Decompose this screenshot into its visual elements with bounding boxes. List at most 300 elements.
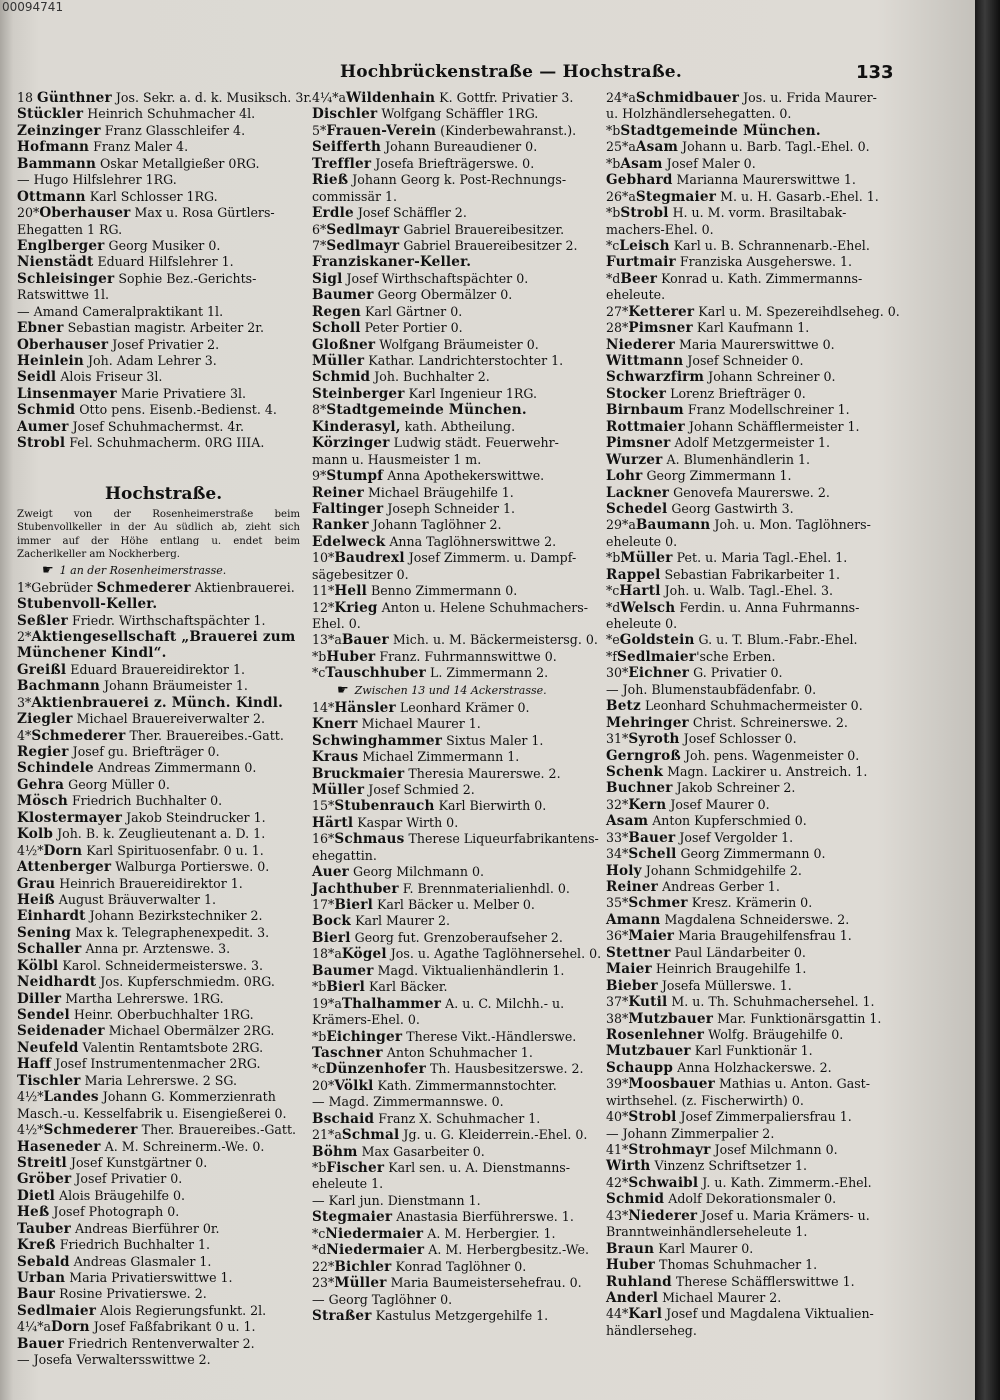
directory-entry (312, 665, 602, 681)
entry-prefix: — Georg Taglöhner 0. (312, 1291, 453, 1307)
directory-entry (606, 1274, 906, 1290)
directory-entry (312, 1127, 602, 1143)
directory-entry (17, 777, 300, 793)
entry-detail: Franz Glasschleifer 4. (100, 122, 246, 138)
directory-entry (312, 1012, 602, 1028)
entry-name: Amann (606, 911, 661, 928)
directory-entry (606, 1126, 906, 1142)
entry-name: Neidhardt (17, 974, 97, 991)
entry-name: Kolb (17, 826, 54, 843)
entry-detail: Josef und Magdalena Viktualien- (662, 1306, 874, 1322)
entry-prefix: *c (606, 583, 620, 599)
entry-name: Oberhauser (39, 205, 131, 222)
entry-name: Niederer (606, 336, 675, 353)
entry-detail: Karl Spirituosenfabr. 0 u. 1. (82, 842, 264, 858)
directory-entry (17, 304, 300, 320)
entry-name: Tischler (17, 1072, 81, 1089)
entry-detail: Michael Maurer 1. (357, 716, 481, 732)
entry-detail: Kathar. Landrichterstochter 1. (364, 353, 564, 368)
directory-entry (312, 353, 602, 369)
entry-detail: Josef Photograph 0. (49, 1204, 180, 1220)
entry-name: Seßler (17, 612, 68, 629)
entry-detail: Kastulus Metzgergehilfe 1. (371, 1307, 549, 1323)
entry-name: Attenberger (17, 859, 112, 876)
entry-detail: Johann Georg k. Post-Rechnungs- (348, 172, 567, 188)
entry-name: Bock (312, 913, 352, 930)
directory-entry (606, 369, 906, 385)
entry-prefix: 4½* (17, 1089, 44, 1105)
entry-detail: Michael Bräugehilfe 1. (364, 484, 514, 500)
entry-prefix: — Hugo Hilfslehrer 1RG. (17, 172, 177, 188)
directory-entry (606, 1290, 906, 1306)
entry-detail: Maria Braugehilfensfrau 1. (674, 928, 852, 944)
entry-detail: Karl Funktionär 1. (690, 1043, 813, 1059)
entry-name: Erdle (312, 205, 354, 222)
entry-name: Mutzbauer (606, 1043, 691, 1060)
entry-prefix: *b (606, 205, 621, 221)
directory-entry (17, 1237, 300, 1253)
entry-detail: Josef Privatier 2. (108, 336, 220, 352)
directory-entry (312, 271, 602, 287)
entry-prefix: 14* (312, 699, 335, 715)
directory-entry (606, 682, 906, 698)
directory-entry (312, 172, 602, 188)
entry-prefix: eheleute. (606, 287, 666, 303)
section-note: Zweigt von der Rosenheimerstraße beim Stubenvollkeller in der Au südlich ab, zieht sich immer auf der Höhe entlang u. endet beim Zacherlkeller am Nockherberg. (17, 508, 300, 561)
entry-name: Urban (17, 1270, 66, 1286)
directory-entry (606, 205, 906, 221)
entry-detail: (Kinderbewahranst.). (436, 122, 577, 138)
entry-prefix: 4* (17, 727, 32, 743)
directory-entry (312, 139, 602, 155)
entry-detail: Max k. Telegraphenexpedit. 3. (71, 924, 270, 940)
entry-prefix: Ehel. 0. (312, 616, 361, 631)
entry-name: Sedlmaier (616, 648, 697, 665)
entry-prefix: 3* (17, 694, 32, 710)
directory-entry (312, 386, 602, 402)
directory-entry (17, 1139, 300, 1155)
directory-entry (606, 1306, 906, 1322)
entry-detail: Jos. Kupferschmiedm. 0RG. (96, 974, 275, 990)
entry-name: Birnbaum (606, 402, 684, 419)
entry-name: Einhardt (17, 908, 86, 925)
entry-name: Tauschhuber (325, 665, 426, 682)
directory-entry (606, 189, 906, 205)
entry-name: Aumer (17, 418, 69, 435)
entry-name: Hartl (619, 583, 661, 600)
entry-detail: Johann Bräumeister 1. (100, 678, 248, 694)
entry-name: Ruhland (606, 1273, 672, 1290)
directory-entry (17, 1089, 300, 1105)
entry-name: Dischler (312, 106, 378, 123)
directory-entry (606, 1323, 906, 1339)
entry-detail: Georg Zimmermann 1. (642, 468, 792, 484)
entry-detail: Therese Schäfflerswittwe 1. (671, 1273, 855, 1289)
entry-detail: M. u. H. Gasarb.-Ehel. 1. (716, 188, 879, 204)
entry-name: Thalhammer (341, 995, 442, 1012)
directory-entry (17, 139, 300, 155)
entry-name: Maier (628, 928, 675, 945)
entry-name: Bierl (312, 929, 351, 946)
entry-detail: Kath. Zimmermannstochter. (373, 1077, 557, 1093)
entry-detail: Joh. B. k. Zeuglieutenant a. D. 1. (53, 826, 266, 842)
entry-detail: Peter Portier 0. (360, 320, 463, 336)
entry-detail: Johann Schmidgehilfe 2. (641, 862, 802, 878)
entry-detail: L. Zimmermann 2. (425, 665, 549, 681)
entry-detail: Gabriel Brauereibesitzer 2. (399, 237, 578, 253)
entry-prefix: 22* (312, 1258, 335, 1274)
directory-entry (606, 534, 906, 550)
directory-entry (17, 1023, 300, 1039)
entry-name: Aktienbrauerei z. Münch. Kindl. (31, 694, 284, 711)
entry-name: Maier (606, 961, 652, 978)
entry-prefix: 4¼*a (17, 1319, 52, 1335)
entry-name: Mehringer (606, 714, 689, 731)
entry-detail: Sebastian Fabrikarbeiter 1. (660, 566, 841, 582)
entry-name: Edelweck (312, 533, 386, 550)
directory-entry (312, 238, 602, 254)
entry-detail: Josef Zimmerm. u. Dampf- (404, 550, 577, 566)
entry-name: Frauen-Verein (326, 122, 437, 139)
directory-entry (606, 780, 906, 796)
entry-name: Kraus (312, 749, 359, 766)
directory-entry (606, 715, 906, 731)
entry-detail: Sixtus Maler 1. (442, 732, 544, 748)
directory-entry (312, 996, 602, 1012)
entry-detail: Martha Lehrerswe. 1RG. (61, 990, 224, 1006)
directory-entry (606, 238, 906, 254)
directory-entry (312, 1144, 602, 1160)
entry-name: Körzinger (312, 435, 390, 452)
entry-name: Dietl (17, 1187, 56, 1204)
entry-name: Gloßner (312, 336, 376, 353)
entry-detail: Leonhard Schuhmachermeister 0. (640, 698, 863, 714)
entry-detail: Josef Instrumentenmacher 2RG. (51, 1056, 261, 1072)
entry-prefix: 39* (606, 1076, 629, 1092)
entry-name: Faltinger (312, 500, 384, 517)
entry-prefix: *b (606, 122, 621, 138)
directory-entry (312, 1226, 602, 1242)
directory-entry (312, 435, 602, 451)
entry-name: Scholl (312, 320, 361, 337)
entry-detail: Ferdin. u. Anna Fuhrmanns- (675, 599, 860, 615)
entry-name: Wittmann (606, 353, 684, 369)
entry-name: Sedlmayr (326, 237, 400, 254)
entry-detail: Wolfgang Schäffler 1RG. (377, 106, 539, 122)
entry-name: Stadtgemeinde München. (620, 122, 821, 139)
directory-entry (312, 1094, 602, 1110)
entry-name: Baumer (312, 287, 374, 304)
directory-entry (17, 1171, 300, 1187)
entry-detail: Karl Schlosser 1RG. (85, 188, 218, 204)
entry-detail: Theresia Maurerswe. 2. (404, 765, 561, 781)
directory-entry (17, 386, 300, 402)
entry-name: Seidenader (17, 1023, 105, 1040)
directory-entry (606, 1241, 906, 1257)
directory-entry (17, 238, 300, 254)
directory-entry (17, 1286, 300, 1302)
entry-name: Schmaus (334, 831, 405, 848)
directory-entry (312, 517, 602, 533)
directory-entry (606, 846, 906, 862)
entry-name: Niedermaier (326, 1242, 425, 1259)
entry-name: Schaller (17, 941, 82, 958)
directory-entry (312, 485, 602, 501)
entry-detail: Marie Privatiere 3l. (116, 385, 247, 401)
entry-detail: Karl u. M. Spezereihdlseheg. 0. (694, 303, 900, 319)
entry-name: Seifferth (312, 139, 382, 156)
directory-entry (606, 961, 906, 977)
entry-prefix: 4¼*a (312, 90, 347, 105)
entry-name: Schmal (341, 1127, 400, 1144)
entry-name: Huber (606, 1257, 656, 1274)
entry-detail: Anton Kupferschmied 0. (648, 813, 807, 829)
col2-entries-b (312, 700, 602, 1325)
directory-entry (17, 123, 300, 139)
entry-name: Schmid (17, 402, 76, 419)
directory-entry (606, 1191, 906, 1207)
entry-name: Bachmann (17, 678, 101, 695)
entry-name: Klostermayer (17, 809, 123, 826)
entry-name: Syroth (628, 731, 680, 748)
entry-name: Mösch (17, 793, 68, 810)
entry-detail: Karl Bäcker. (365, 979, 448, 995)
directory-entry (606, 698, 906, 714)
entry-detail: Maria Baumeistersehefrau. 0. (386, 1275, 582, 1291)
entry-detail: Konrad Taglöhner 0. (391, 1258, 527, 1274)
entry-detail: Johann G. Kommerzienrath (98, 1089, 276, 1105)
entry-name: Sigl (312, 270, 343, 287)
entry-detail: Georg Zimmermann 0. (676, 846, 826, 862)
directory-entry (312, 733, 602, 749)
directory-entry (606, 748, 906, 764)
entry-detail: Josef Wirthschaftspächter 0. (342, 270, 529, 286)
directory-entry (312, 766, 602, 782)
entry-detail: Kaspar Wirth 0. (353, 814, 459, 830)
entry-name: Gehra (17, 776, 65, 793)
entry-detail: Mar. Funktionärsgattin 1. (713, 1010, 882, 1026)
entry-detail: A. M. Schreinerm.-We. 0. (100, 1138, 265, 1154)
directory-entry (17, 645, 300, 661)
entry-name: Müller (620, 550, 673, 567)
running-title: Hochbrückenstraße — Hochstraße. (340, 62, 682, 82)
entry-name: Regen (312, 303, 361, 320)
entry-name: Asam (606, 813, 649, 830)
entry-prefix: 13*a (312, 632, 342, 648)
entry-detail: Josef Schneider 0. (683, 353, 804, 368)
entry-detail: Wolfgang Bräumeister 0. (375, 336, 539, 352)
entry-detail: Heinrich Schuhmacher 4l. (83, 106, 256, 122)
entry-name: Kölbl (17, 957, 59, 974)
directory-entry (312, 205, 602, 221)
entry-prefix: mann u. Hausmeister 1 m. (312, 451, 482, 467)
directory-entry (606, 863, 906, 879)
entry-name: Schmederer (43, 1122, 138, 1139)
entry-name: Gerngroß (606, 747, 681, 764)
directory-entry (606, 485, 906, 501)
entry-detail: Karl Maurer 0. (654, 1240, 754, 1256)
directory-entry (312, 1176, 602, 1192)
directory-entry (17, 1106, 300, 1122)
entry-detail: Georg fut. Grenzoberaufseher 2. (350, 929, 563, 945)
entry-name: Münchener Kindl“. (17, 645, 167, 662)
entry-name: Gröber (17, 1171, 72, 1188)
entry-name: Müller (334, 1275, 387, 1292)
directory-entry (312, 716, 602, 732)
directory-entry (606, 567, 906, 583)
entry-name: Wirth (606, 1158, 651, 1175)
entry-name: Mutzbauer (628, 1010, 714, 1027)
entry-prefix: Masch.-u. Kesselfabrik u. Eisengießerei 0. (17, 1105, 287, 1121)
directory-entry (312, 1259, 602, 1275)
entry-prefix: *c (606, 237, 620, 253)
entry-name: Bruckmaier (312, 765, 405, 782)
entry-prefix: 18 (17, 90, 38, 105)
directory-entry (17, 974, 300, 990)
directory-entry (312, 501, 602, 517)
directory-entry (17, 695, 300, 711)
cross-reference-text: 1 an der Rosenheimerstrasse. (59, 563, 227, 577)
entry-prefix: *b (606, 155, 621, 171)
directory-entry (606, 271, 906, 287)
entry-prefix: *d (606, 270, 621, 286)
entry-prefix: 34* (606, 846, 629, 862)
directory-entry (606, 320, 906, 336)
entry-name: Eichner (628, 665, 690, 682)
directory-entry (312, 782, 602, 798)
entry-detail: Johann Bureaudiener 0. (381, 139, 538, 155)
entry-name: Schmederer (96, 579, 191, 596)
cross-reference (17, 562, 300, 580)
entry-detail: Heinrich Brauereidirektor 1. (55, 875, 243, 891)
entry-prefix: 41* (606, 1142, 629, 1157)
directory-entry (17, 189, 300, 205)
entry-detail: Franz X. Schuhmacher 1. (374, 1110, 541, 1126)
entry-name: Knerr (312, 716, 358, 733)
directory-entry (606, 1158, 906, 1174)
entry-detail: Jg. u. G. Kleiderrein.-Ehel. 0. (399, 1127, 588, 1143)
entry-detail: Joh. Buchhalter 2. (370, 369, 490, 385)
directory-entry (606, 90, 906, 106)
directory-entry (606, 813, 906, 829)
entry-prefix: *d (606, 599, 621, 615)
entry-prefix: *c (312, 665, 326, 681)
entry-detail: Johann Schreiner 0. (704, 369, 836, 385)
pointing-hand-icon: ☛ (42, 562, 54, 578)
entry-prefix: 21*a (312, 1127, 342, 1143)
directory-entry (606, 254, 906, 270)
entry-detail: Anton u. Helene Schuhmachers- (377, 599, 589, 615)
directory-entry (312, 369, 602, 385)
entry-prefix: 38* (606, 1010, 629, 1026)
entry-detail: Josef Vergolder 1. (675, 829, 794, 845)
directory-entry (17, 1319, 300, 1335)
entry-name: Schmid (312, 369, 371, 386)
entry-detail: Eduard Hilfslehrer 1. (93, 254, 234, 270)
left-margin-strip (0, 0, 13, 1400)
entry-detail: Joh. Adam Lehrer 3. (84, 353, 217, 368)
entry-name: Schwaibl (628, 1174, 699, 1191)
entry-detail: Andreas Gerber 1. (658, 879, 780, 894)
entry-detail: Jakob Steindrucker 1. (122, 809, 266, 825)
directory-entry (312, 1193, 602, 1209)
directory-entry (606, 1175, 906, 1191)
directory-entry (312, 632, 602, 648)
entry-name: Rottmaier (606, 418, 685, 435)
entry-name: Linsenmayer (17, 385, 117, 402)
directory-entry (606, 402, 906, 418)
directory-entry (17, 580, 300, 596)
entry-name: Kinderasyl, (312, 418, 401, 435)
entry-detail: Jakob Schreiner 2. (672, 780, 796, 796)
section-heading: Hochstraße. (105, 483, 223, 504)
entry-name: Betz (606, 698, 641, 715)
entry-name: Bauer (17, 1335, 64, 1352)
entry-detail: Karl Kaufmann 1. (692, 320, 810, 336)
directory-entry (312, 1292, 602, 1308)
directory-entry (606, 797, 906, 813)
entry-detail: Josef Kunstgärtner 0. (66, 1154, 208, 1170)
directory-entry (606, 106, 906, 122)
entry-name: Kögel (341, 946, 387, 963)
entry-detail: Karl Gärtner 0. (360, 303, 463, 319)
entry-name: Schwarzfirm (606, 369, 705, 386)
directory-entry (17, 876, 300, 892)
entry-name: Schleisinger (17, 270, 115, 287)
entry-name: Englberger (17, 237, 105, 254)
directory-entry (17, 613, 300, 629)
entry-prefix: 1*Gebrüder (17, 579, 97, 595)
entry-prefix: 10* (312, 550, 335, 566)
directory-entry (606, 879, 906, 895)
entry-prefix: *b (312, 648, 327, 664)
entry-name: Bschaid (312, 1110, 375, 1127)
entry-detail: Magn. Lackirer u. Anstreich. 1. (663, 763, 868, 779)
entry-detail: Oskar Metallgießer 0RG. (96, 155, 260, 171)
entry-name: Braun (606, 1240, 655, 1257)
entry-name: Schaupp (606, 1059, 674, 1076)
entry-detail: Josef Schlosser 0. (679, 731, 797, 747)
entry-prefix: 20* (312, 1077, 335, 1093)
entry-prefix: 15* (312, 798, 335, 814)
entry-prefix: Ehegatten 1 RG. (17, 221, 123, 237)
directory-entry (17, 1155, 300, 1171)
entry-detail: Joh. u. Walb. Tagl.-Ehel. 3. (660, 583, 834, 599)
directory-entry (17, 744, 300, 760)
directory-entry (312, 798, 602, 814)
entry-prefix: 26*a (606, 188, 636, 204)
directory-entry (312, 222, 602, 238)
entry-detail: Anton Schuhmacher 1. (382, 1044, 533, 1060)
entry-detail: Paul Ländarbeiter 0. (670, 944, 806, 960)
entry-name: Neufeld (17, 1039, 79, 1056)
entry-detail: Mich. u. M. Bäckermeistersg. 0. (388, 632, 598, 648)
entry-prefix: 4½* (17, 842, 44, 858)
directory-entry (17, 1336, 300, 1352)
entry-prefix: 36* (606, 928, 629, 944)
entry-name: Schmederer (31, 727, 126, 744)
directory-entry (606, 1011, 906, 1027)
entry-detail: Josefa Müllerswe. 1. (657, 977, 792, 993)
cross-reference (312, 682, 602, 700)
entry-name: Stadtgemeinde München. (326, 402, 527, 419)
entry-name: Rosenlehner (606, 1026, 705, 1043)
directory-entry (606, 616, 906, 632)
entry-name: Ottmann (17, 188, 86, 205)
entry-detail: Maria Maurerswittwe 0. (674, 336, 835, 352)
entry-name: Strobl (620, 205, 669, 222)
entry-prefix: Ratswittwe 1l. (17, 287, 110, 303)
